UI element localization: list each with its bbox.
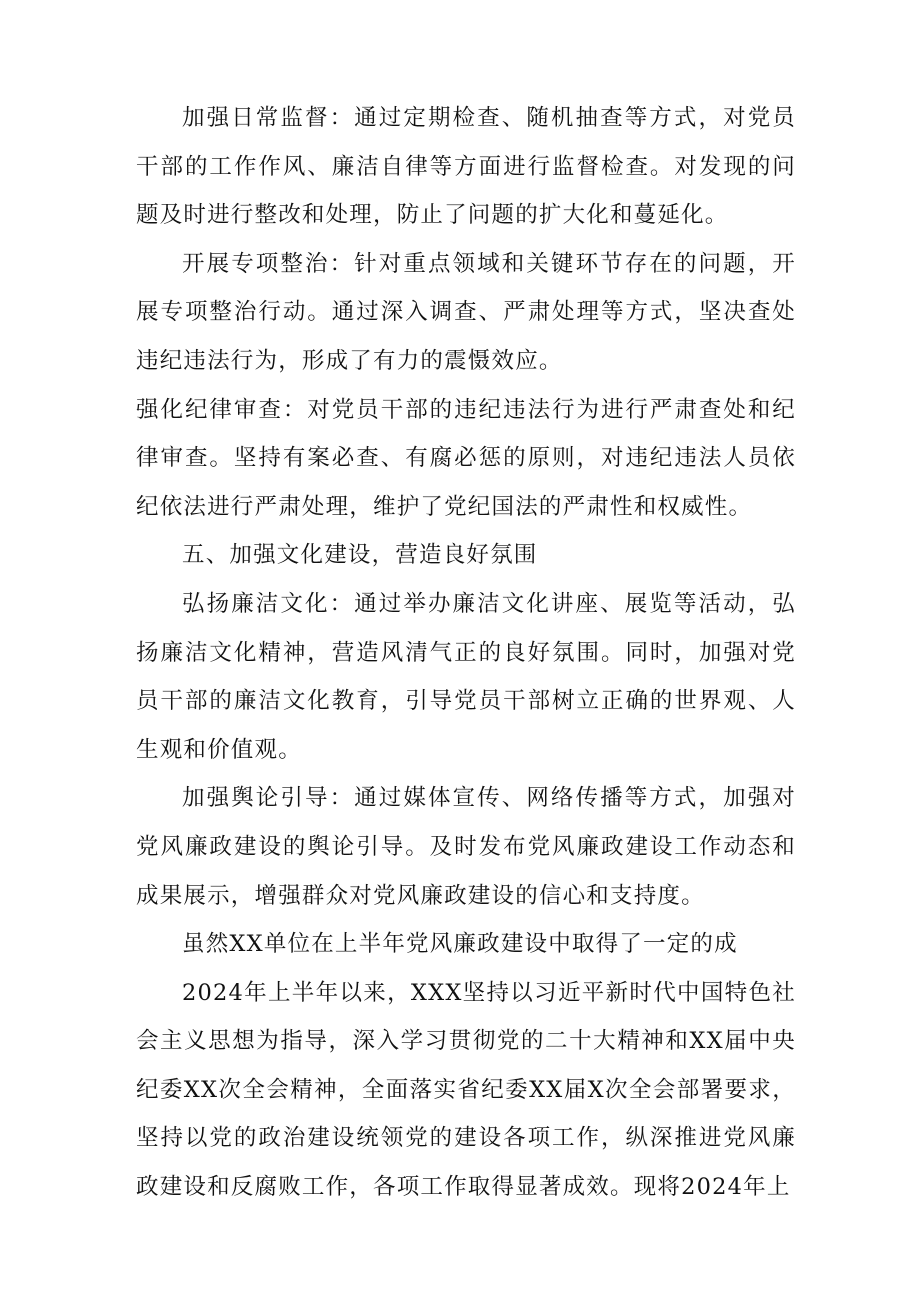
paragraph-special-rectification: 开展专项整治：针对重点领域和关键环节存在的问题，开展专项整治行动。通过深入调查、严肃处理等方式，坚决查处违纪违法行为，形成了有力的震慑效应。 — [136, 250, 796, 374]
section-heading-culture: 五、加强文化建设，营造良好氛围 — [182, 542, 538, 569]
document-body — [136, 94, 796, 1212]
paragraph-2024-summary: 2024年上半年以来，XXX坚持以习近平新时代中国特色社会主义思想为指导，深入学习贯彻党的二十大精神和XX届中央纪委XX次全会精神，全面落实省纪委XX届X次全会部署要求，坚持以党的政治建设统领党的建设各项工作，纵深推进党风廉政建设和反腐败工作，各项工作取得显著成效。现将2024年上 — [136, 979, 796, 1201]
paragraph-incomplete-sentence: 虽然XX单位在上半年党风廉政建设中取得了一定的成 — [182, 931, 738, 958]
paragraph-discipline-review: 强化纪律审查：对党员干部的违纪违法行为进行严肃查处和纪律审查。坚持有案必查、有腐必惩的原则，对违纪违法人员依纪依法进行严肃处理，维护了党纪国法的严肃性和权威性。 — [136, 396, 796, 520]
paragraph-public-opinion: 加强舆论引导：通过媒体宣传、网络传播等方式，加强对党风廉政建设的舆论引导。及时发布党风廉政建设工作动态和成果展示，增强群众对党风廉政建设的信心和支持度。 — [136, 785, 796, 909]
paragraph-integrity-culture: 弘扬廉洁文化：通过举办廉洁文化讲座、展览等活动，弘扬廉洁文化精神，营造风清气正的良好氛围。同时，加强对党员干部的廉洁文化教育，引导党员干部树立正确的世界观、人生观和价值观。 — [136, 590, 796, 763]
paragraph-daily-supervision: 加强日常监督：通过定期检查、随机抽查等方式，对党员干部的工作作风、廉洁自律等方面进行监督检查。对发现的问题及时进行整改和处理，防止了问题的扩大化和蔓延化。 — [136, 105, 796, 229]
